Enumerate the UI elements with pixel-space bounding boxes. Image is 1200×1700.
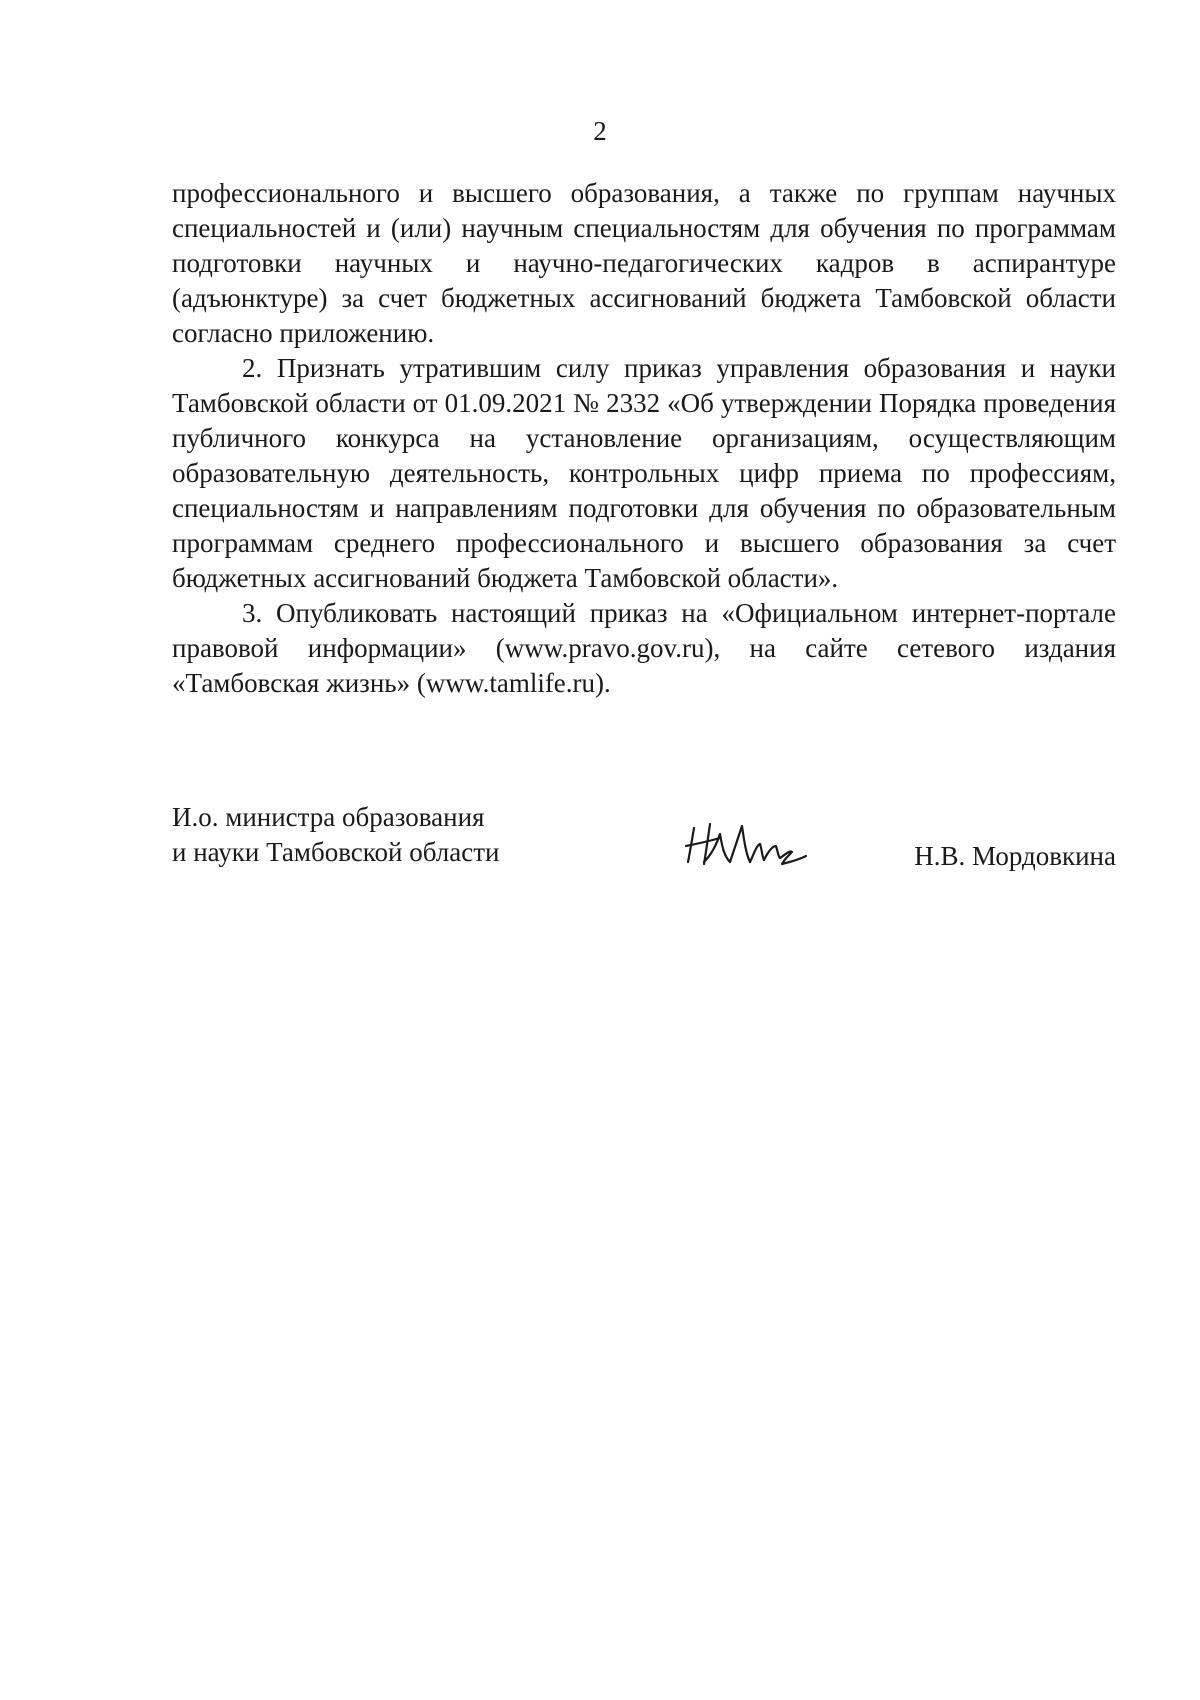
- signatory-title-line-1: И.о. министра образования: [172, 802, 485, 832]
- paragraph-continuation: профессионального и высшего образования, а также по группам научных специальностей и (или) научным специальностям для обучения по программам подготовки научных и научно-педагогических кадров в аспирантуре (адъюнктуре) за счет бюджетных ассигнований бюджета Тамбовской области согласно приложению.: [172, 178, 1116, 348]
- signatory-title: [172, 800, 592, 870]
- paragraph-item-3: 3. Опубликовать настоящий приказ на «Официальном интернет-портале правовой информации» (www.pravo.gov.ru), на сайте сетевого издания «Тамбовская жизнь» (www.tamlife.ru).: [172, 598, 1116, 698]
- page-number: 2: [593, 116, 607, 146]
- paragraph-item-2: 2. Признать утратившим силу приказ управления образования и науки Тамбовской области от 01.09.2021 № 2332 «Об утверждении Порядка проведения публичного конкурса на установление организациям, осуществляющим образовательную деятельность, контрольных цифр приема по профессиям, специальностям и направлениям подготовки для обучения по образовательным программам среднего профессионального и высшего образования за счет бюджетных ассигнований бюджета Тамбовской области».: [172, 353, 1116, 593]
- document-body: [172, 176, 1116, 701]
- signatory-title-line-2: и науки Тамбовской области: [172, 837, 500, 867]
- signatory-name: Н.В. Мордовкина: [914, 841, 1116, 871]
- handwritten-signature: [680, 816, 810, 872]
- signature-block: [172, 800, 1116, 880]
